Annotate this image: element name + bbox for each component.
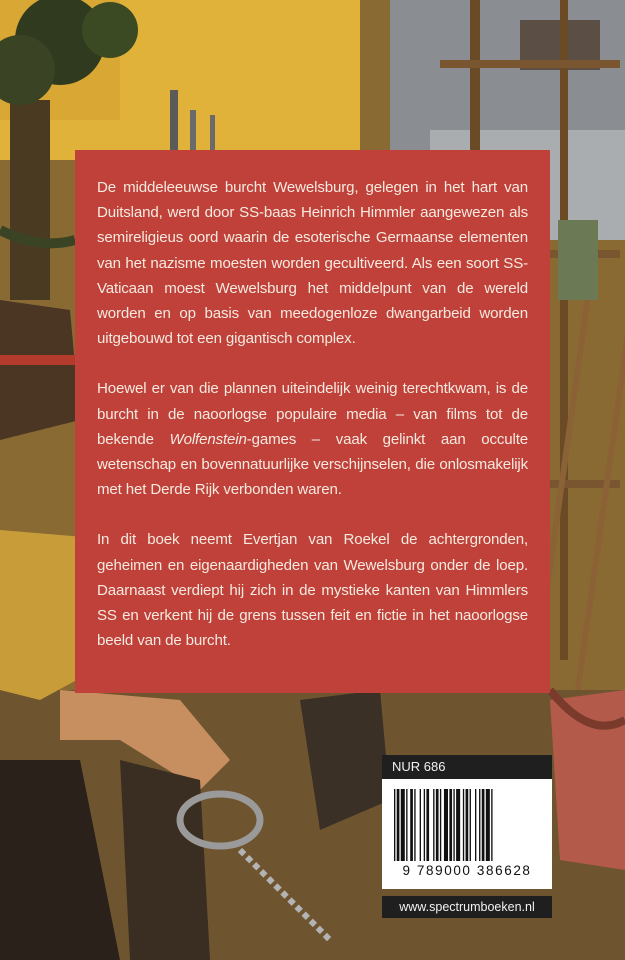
publisher-website: www.spectrumboeken.nl (382, 896, 552, 918)
blurb-paragraph-2-title: Wolfenstein (169, 430, 247, 448)
nur-label: NUR 686 (382, 755, 552, 779)
blurb-paragraph-2-part-1: Hoewel er van die plannen uiteindelijk weinig terechtkwam, is de burcht in de naoorlogse populaire media – van films tot de bekende (97, 380, 528, 448)
barcode (382, 779, 552, 889)
isbn-digits: 9 789000 386628 (402, 863, 532, 878)
barcode-bars (394, 789, 542, 861)
blurb-paragraph-2-part-2: -games – vaak gelinkt aan occulte wetenschap en bovennatuurlijke verschijnselen, die onlosmakelijk met het Derde Rijk verbonden waren. (97, 430, 528, 499)
blurb-panel (75, 150, 550, 693)
blurb-paragraph-1: De middeleeuwse burcht Wewelsburg, gelegen in het hart van Duitsland, werd door SS-baas Heinrich Himmler aangewezen als semireligieus oord waarin de esoterische Germaanse elementen van het nazisme moesten worden gecultiveerd. Als een soort SS-Vaticaan moest Wewelsburg het middelpunt van de wereld worden en op basis van meedogenloze dwangarbeid worden uitgebouwd tot een gigantisch complex. (97, 179, 528, 348)
blurb-paragraph-2 (97, 376, 528, 502)
blurb-paragraph-3: In dit boek neemt Evertjan van Roekel de achtergronden, geheimen en eigenaardigheden van Wewelsburg onder de loep. Daarnaast verdiept hij zich in de mystieke kanten van Himmlers SS en verkent hij de grens tussen feit en fictie in het naoorlogse beeld van de burcht. (97, 531, 528, 650)
